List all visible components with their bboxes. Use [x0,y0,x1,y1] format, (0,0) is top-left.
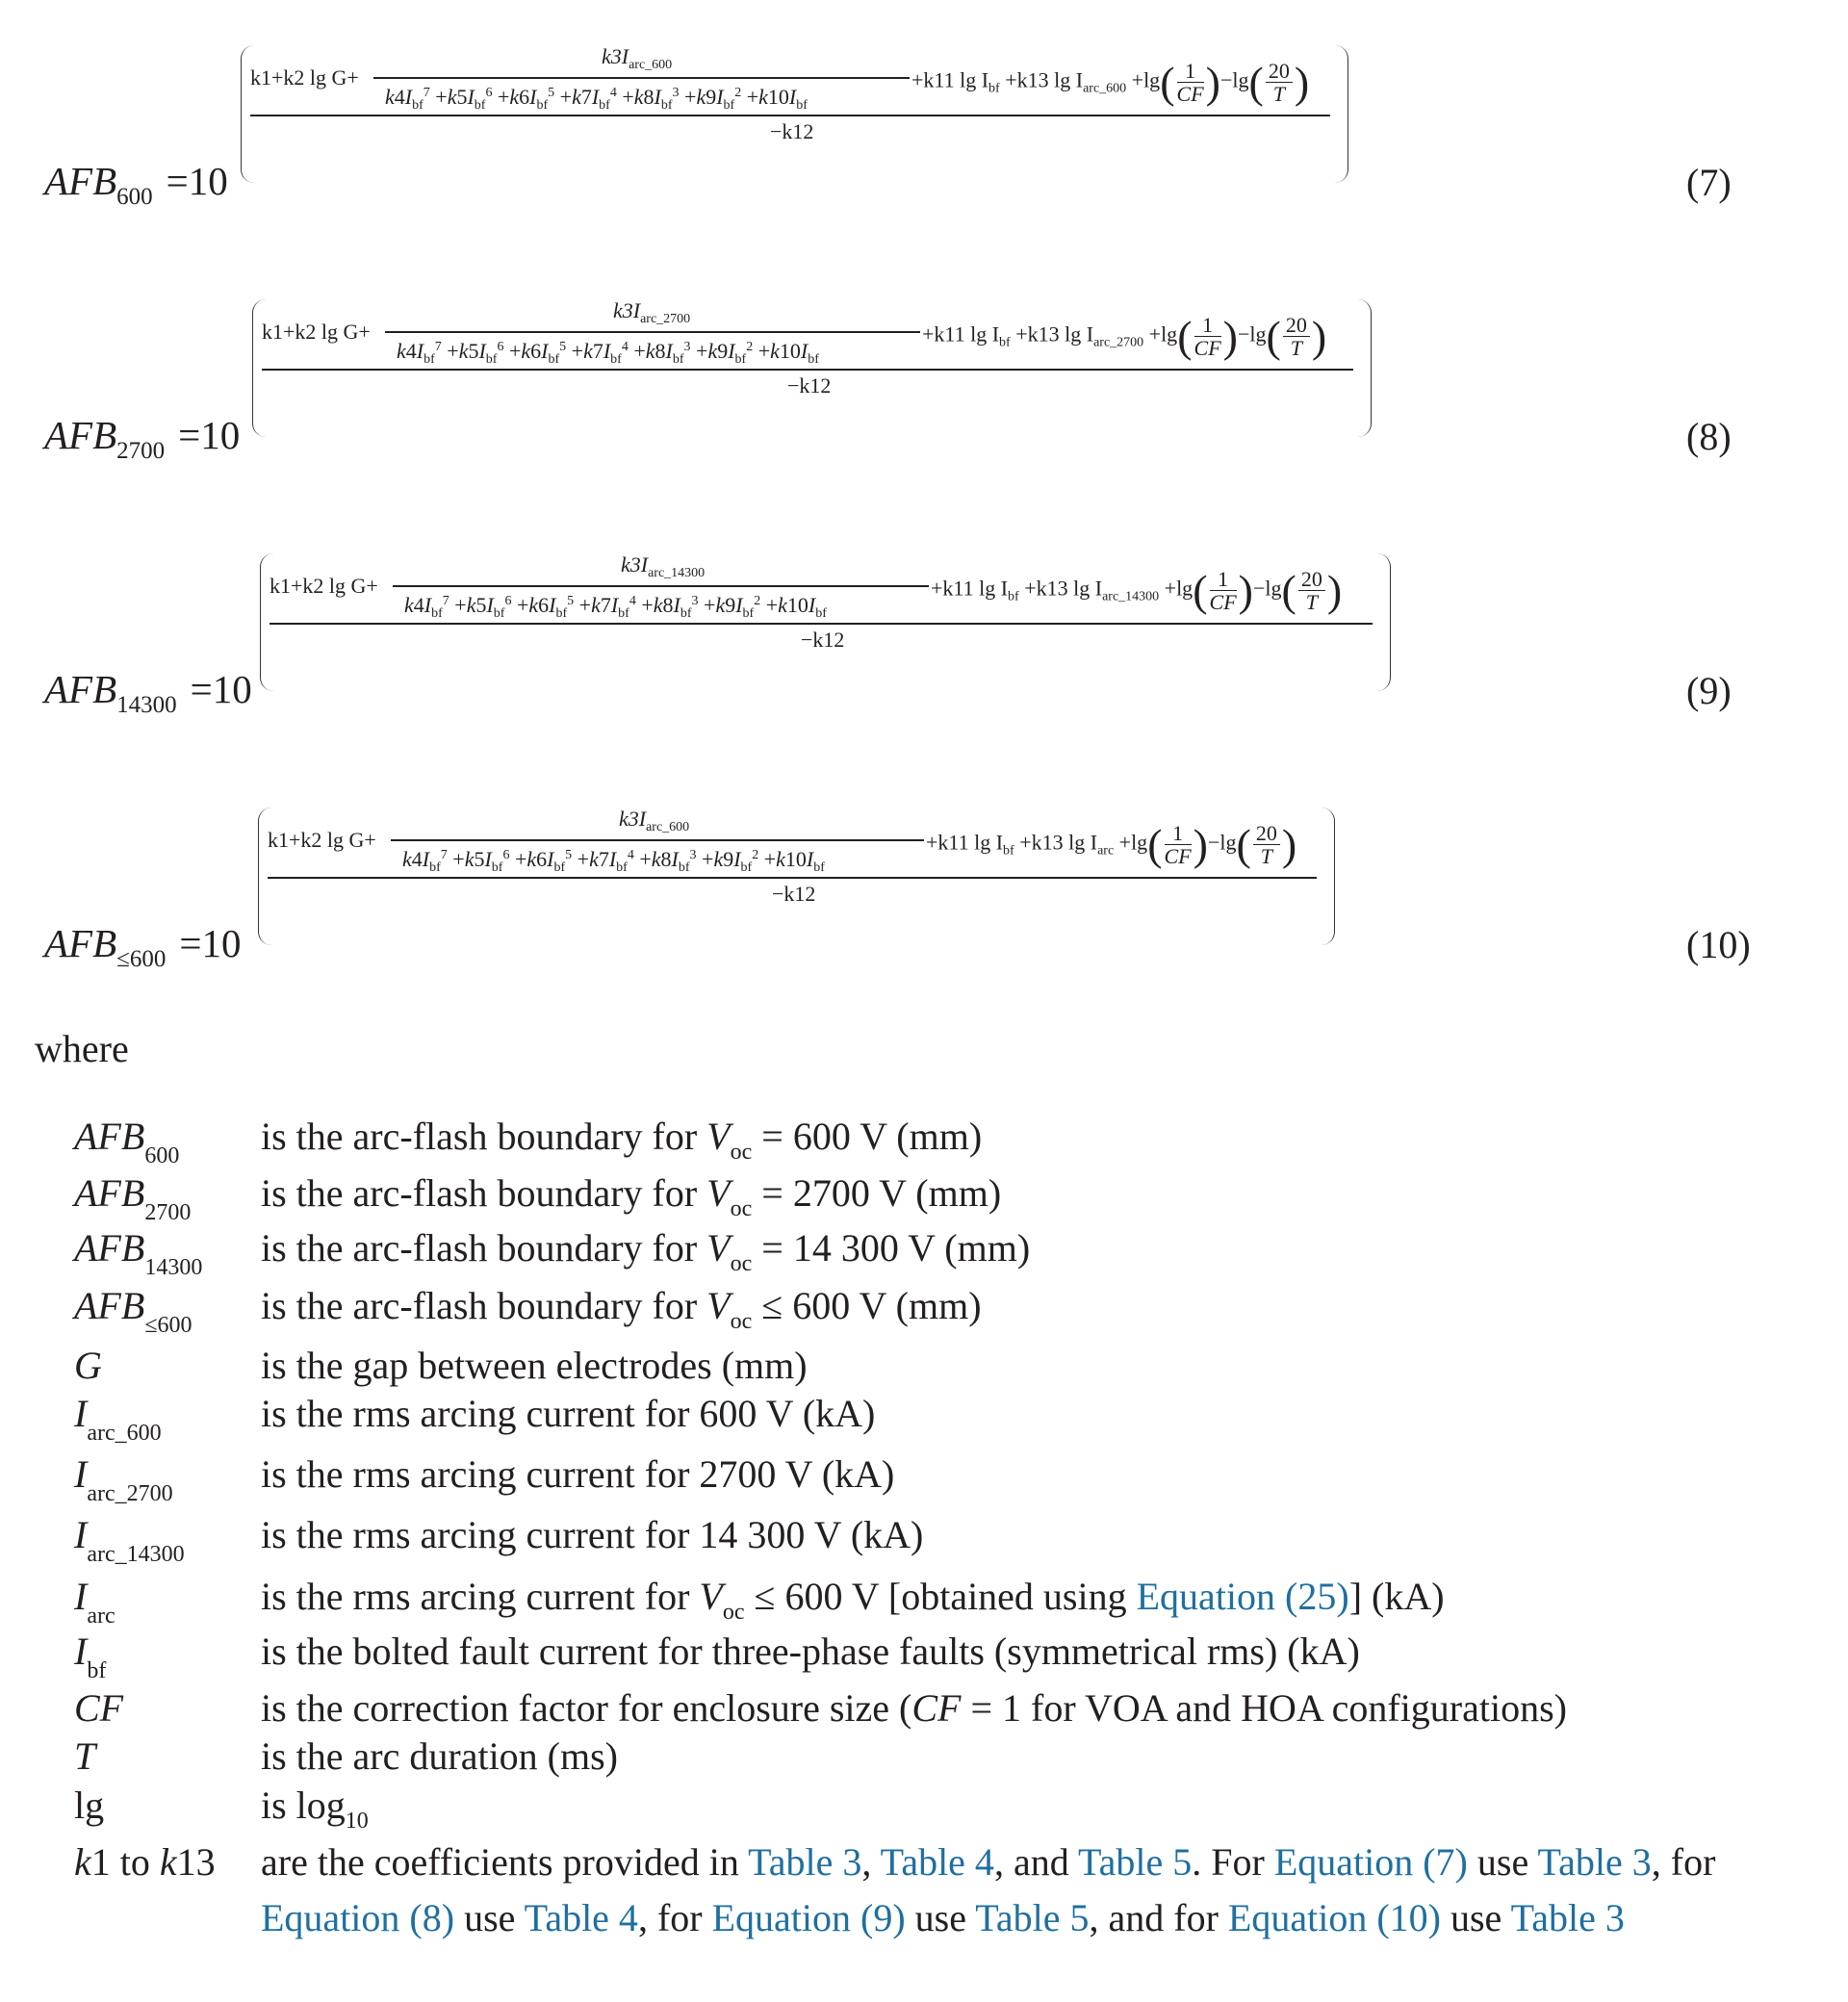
definition-symbol: $I_{arc\_14300}$ [74,1513,185,1567]
row-start [250,67,359,89]
lhs-subscript: 600 [116,184,153,210]
lhs-equals-ten: =10 [179,921,242,965]
equation-lhs [44,413,241,464]
outer-denominator: −k12 [772,882,816,906]
definition-text: is $\log_{10}$ [261,1784,369,1834]
definition-symbol: CF [74,1686,124,1730]
lhs-symbol: AFB [44,159,117,203]
definition-symbol: $I_{arc\_2700}$ [74,1452,173,1506]
inner-denominator: $k4I_{bf}^7 +k5I_{bf}^6 +k6I_{bf}^5 +k7I_{bf}^4 +k8I_{bf}^3 +k9I_{bf}^2 +k10I_{bf}$ [385,85,808,113]
link-table-5[interactable]: Table 5 [975,1896,1090,1939]
lhs-subscript: 2700 [116,438,166,464]
definition-text: is the rms arcing current for 600 V (kA) [261,1392,876,1435]
row-start [262,321,371,343]
lhs-symbol: AFB [44,667,117,711]
outer-denominator: −k12 [770,119,814,143]
definition-text: is the bolted fault current for three-phase faults (symmetrical rms) (kA) [261,1630,1360,1673]
definition-text: is the arc duration (ms) [261,1734,618,1778]
equation-lhs [44,667,252,718]
inner-numerator: $k3I_{arc\_14300}$ [621,552,706,580]
inner-numerator: $k3I_{arc\_600}$ [602,44,673,72]
where-label: where [35,1027,129,1070]
link-equation-8[interactable]: Equation (8) [261,1896,455,1939]
definition-text: is the correction factor for enclosure size (CF = 1 for VOA and HOA configurations) [261,1686,1567,1730]
link-table-3[interactable]: Table 3 [1537,1840,1652,1884]
outer-fraction-bar [250,115,1330,116]
inner-numerator: $k3I_{arc\_2700}$ [613,298,691,326]
definition-text: is the arc-flash boundary for $V_{oc} = 600$ V (mm) [261,1115,983,1165]
row-start-text: k1+k2 lg G+ [250,65,359,90]
row-start [268,830,376,851]
inner-fraction-bar [393,585,929,587]
equation-7 [0,0,1848,254]
definition-symbol: $AFB_{\le 600}$ [74,1284,192,1338]
equation-number: (10) [1686,923,1751,966]
equation-lhs [44,921,242,972]
right-paren [1334,45,1348,183]
inner-fraction-bar [385,331,920,333]
outer-fraction-bar [270,623,1373,625]
definition-symbol: $I_{arc}$ [74,1575,116,1629]
lhs-subscript: ≤600 [116,946,167,972]
inner-numerator: $k3I_{arc\_600}$ [619,807,690,834]
link-table-4[interactable]: Table 4 [880,1840,994,1884]
equation-8 [0,254,1848,508]
lhs-equals-ten: =10 [178,413,241,457]
outer-fraction-bar [268,877,1317,879]
inner-fraction-bar [373,77,910,79]
definition-symbol: lg [74,1784,105,1827]
right-paren [1376,553,1391,691]
equation-number: (8) [1686,415,1732,458]
definition-text: are the coefficients provided in Table 3, Table 4, and Table 5. For Equation (7) use Table 3, for Equation (8) use Table 4, for Equation (9) use Table 5, and for Equation (10) use Table 3 [261,1840,1716,1939]
definition-text: is the rms arcing current for 2700 V (kA) [261,1452,895,1496]
equation-lhs [44,159,228,210]
outer-denominator: −k12 [801,628,845,652]
right-paren [1321,808,1335,945]
link-table-4[interactable]: Table 4 [524,1896,638,1939]
inner-denominator: $k4I_{bf}^7 +k5I_{bf}^6 +k6I_{bf}^5 +k7I_{bf}^4 +k8I_{bf}^3 +k9I_{bf}^2 +k10I_{bf}$ [402,847,825,875]
inner-fraction-bar [391,839,924,841]
definition-symbol: $AFB_{2700}$ [74,1171,192,1225]
row-tail: +k11 $\lg I_{bf} +k13$ $\lg I_{arc\_600} +\lg$( $\frac{1}{CF}$ )−lg( $\frac{20}{T}$ ) [911,57,1310,107]
inner-denominator: $k4I_{bf}^7 +k5I_{bf}^6 +k6I_{bf}^5 +k7I_{bf}^4 +k8I_{bf}^3 +k9I_{bf}^2 +k10I_{bf}$ [404,593,827,621]
equation-number: (9) [1686,669,1732,712]
definition-text: is the gap between electrodes (mm) [261,1344,808,1387]
definition-text: is the arc-flash boundary for $V_{oc} = 2700$ V (mm) [261,1171,1002,1221]
equation-9 [0,508,1848,762]
link-equation-10[interactable]: Equation (10) [1227,1896,1441,1939]
row-tail: +k11 $\lg I_{bf} +k13$ $\lg I_{arc\_14300} +\lg$( $\frac{1}{CF}$ )−lg( $\frac{20}{T}$ ) [931,565,1343,615]
inner-denominator: $k4I_{bf}^7 +k5I_{bf}^6 +k6I_{bf}^5 +k7I_{bf}^4 +k8I_{bf}^3 +k9I_{bf}^2 +k10I_{bf}$ [397,339,819,367]
row-tail: +k11 $\lg I_{bf} +k13$ $\lg I_{arc} +\lg$( $\frac{1}{CF}$ )−lg( $\frac{20}{T}$ ) [926,819,1297,869]
row-start [270,576,378,597]
definition-symbol: $AFB_{600}$ [74,1115,180,1168]
definition-symbol: $I_{arc\_600}$ [74,1392,162,1446]
link-table-3[interactable]: Table 3 [1510,1896,1625,1939]
definition-symbol: $AFB_{14300}$ [74,1226,203,1280]
link-table-3[interactable]: Table 3 [748,1840,862,1884]
lhs-subscript: 14300 [116,692,177,718]
lhs-symbol: AFB [44,921,117,965]
row-start-text: k1+k2 lg G+ [268,828,376,852]
link-equation-9[interactable]: Equation (9) [711,1896,906,1939]
link-equation-7[interactable]: Equation (7) [1273,1840,1468,1884]
row-start-text: k1+k2 lg G+ [270,574,378,598]
definition-symbol: k1 to k13 [74,1840,216,1884]
definition-text: is the rms arcing current for 14 300 V (kA) [261,1513,924,1556]
equation-10 [0,762,1848,1016]
definition-text: is the arc-flash boundary for $V_{oc} \le 600$ V (mm) [261,1284,982,1334]
outer-denominator: −k12 [787,373,832,398]
definition-symbol: G [74,1344,102,1387]
lhs-equals-ten: =10 [166,159,228,203]
row-tail: +k11 $\lg I_{bf} +k13$ $\lg I_{arc\_2700} +\lg$( $\frac{1}{CF}$ )−lg( $\frac{20}{T}$ ) [922,311,1327,361]
equation-number: (7) [1686,161,1732,204]
right-paren [1357,299,1372,437]
definition-text: is the rms arcing current for $V_{oc} \le 600$ V [obtained using Equation (25)] (kA) [261,1575,1445,1625]
link-equation-25[interactable]: Equation (25) [1136,1575,1349,1618]
link-table-5[interactable]: Table 5 [1077,1840,1193,1884]
row-start-text: k1+k2 lg G+ [262,320,371,344]
definition-symbol: $I_{bf}$ [74,1630,107,1683]
outer-fraction-bar [262,369,1353,371]
lhs-equals-ten: =10 [190,667,252,711]
definition-symbol: T [74,1734,96,1778]
lhs-symbol: AFB [44,413,117,457]
definition-text: is the arc-flash boundary for $V_{oc} = 14$ 300 V (mm) [261,1226,1031,1276]
